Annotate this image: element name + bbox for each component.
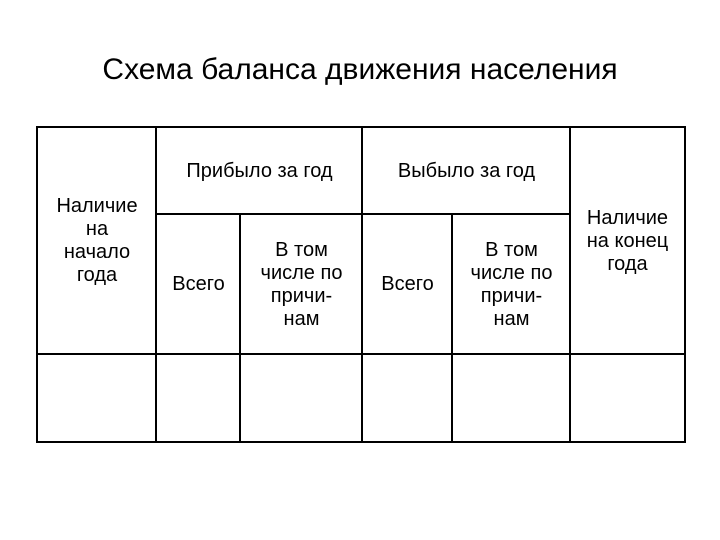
- departed-by-reason-header: В том числе по причи- нам: [470, 238, 553, 330]
- data-cell-departed-by-reason: [453, 355, 570, 441]
- arrived-total-header: Всего: [172, 273, 225, 295]
- data-cell-arrived-total: [157, 355, 240, 441]
- data-cell-departed-total: [363, 355, 452, 441]
- slide-title: Схема баланса движения населения: [102, 53, 618, 86]
- end-of-year-header: Наличие на конец года: [586, 206, 669, 275]
- data-cell-start: [38, 355, 156, 441]
- population-balance-table: [36, 126, 686, 443]
- arrived-by-reason-header: В том числе по причи- нам: [260, 238, 343, 330]
- data-cell-end: [571, 355, 684, 441]
- data-cell-arrived-by-reason: [241, 355, 362, 441]
- arrived-header: Прибыло за год: [186, 159, 333, 182]
- departed-total-header: Всего: [381, 273, 434, 295]
- start-of-year-header: Наличие на начало года: [56, 195, 138, 286]
- departed-header: Выбыло за год: [397, 159, 536, 182]
